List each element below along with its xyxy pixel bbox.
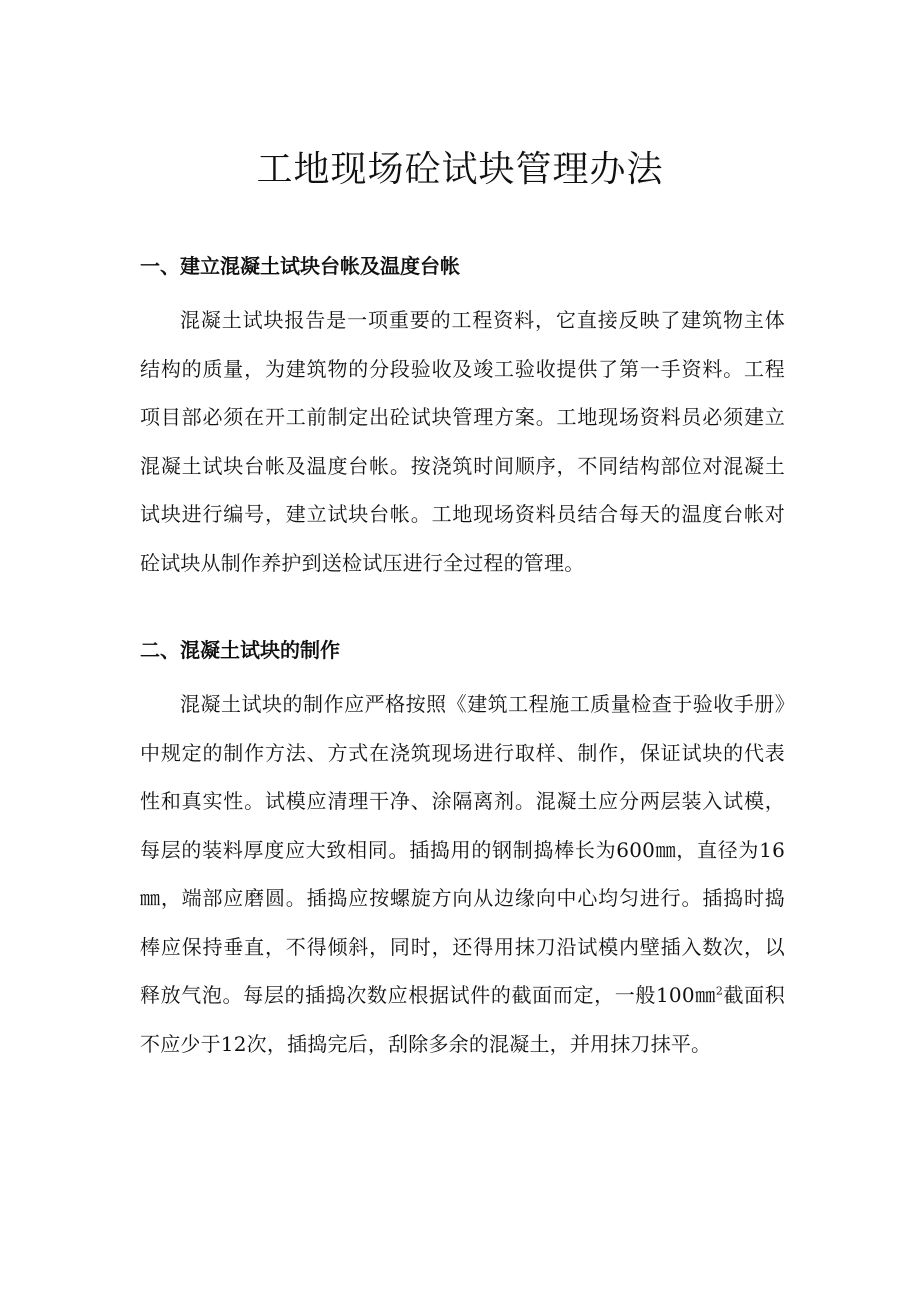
section-2-body-part1: 混凝土试块的制作应严格按照《建筑工程施工质量检查于验收手册》中规定的制作方法、方式在浇筑现场进行取样、制作，保证试块的代表性和真实性。试模应清理干净、涂隔离剂。混凝土应分两层装入试模，每层的装料厚度应大致相同。插捣用的钢制捣棒长为600㎜，直径为16㎜，端部应磨圆。插捣应按螺旋方向从边缘向中心均匀进行。插捣时捣棒应保持垂直，不得倾斜，同时，还得用抹刀沿试模内壁插入数次，以释放气泡。每层的插捣次数应根据试件的截面而定，一般100㎜ — [140, 692, 785, 1007]
section-1 — [140, 250, 785, 587]
document-title: 工地现场砼试块管理办法 — [256, 149, 664, 190]
section-2-body-part2: 截面积不应少于12次，插捣完后，刮除多余的混凝土，并用抹刀抹平。 — [140, 983, 785, 1056]
section-1-heading: 一、建立混凝土试块台帐及温度台帐 — [140, 254, 460, 278]
section-2-body-superscript: 2 — [715, 984, 724, 998]
section-2 — [140, 634, 785, 1068]
section-2-heading: 二、混凝土试块的制作 — [140, 638, 340, 662]
section-2-body — [140, 680, 785, 1068]
section-1-body: 混凝土试块报告是一项重要的工程资料，它直接反映了建筑物主体结构的质量，为建筑物的分段验收及竣工验收提供了第一手资料。工程项目部必须在开工前制定出砼试块管理方案。工地现场资料员必须建立混凝土试块台帐及温度台帐。按浇筑时间顺序，不同结构部位对混凝土试块进行编号，建立试块台帐。工地现场资料员结合每天的温度台帐对砼试块从制作养护到送检试压进行全过程的管理。 — [140, 308, 785, 575]
